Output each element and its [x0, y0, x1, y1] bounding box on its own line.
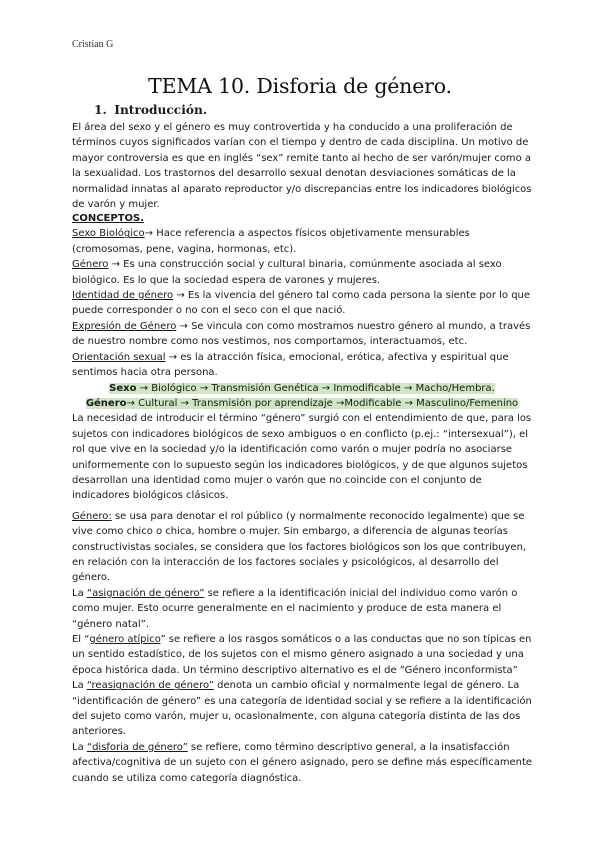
text-line: desarrollan una identidad como mujer o varón que no coincide con el conjunto de [72, 474, 482, 486]
text-line: género. [72, 572, 111, 584]
def-text: ” se refiere a los rasgos somáticos o a las conductas que no son típicas en [160, 634, 532, 645]
concept-text: → Hace referencia a aspectos físicos objetivamente mensurables [144, 228, 470, 240]
text-line: rol que vive en la sociedad y/o la identificación como varón o mujer podría no asociarse [72, 444, 513, 456]
text-line: La necesidad de introducir el término “género” surgió con el entendimiento de que, para los [72, 413, 532, 425]
concept-text: sentimos hacia otra persona. [72, 367, 218, 379]
text-line: afectiva/cognitiva de un sujeto con el género asignado, pero se define más específicamente [72, 757, 532, 769]
def-text: se usa para denotar el rol público (y normalmente reconocido legalmente) que se [111, 510, 525, 522]
page-title: TEMA 10. Disforia de género. [148, 74, 452, 98]
concept-text: → Es la vivencia del género tal como cada persona la siente por lo que [173, 290, 531, 302]
document-body [72, 120, 532, 786]
paragraph-reasignacion [72, 678, 532, 740]
concept-text: → es la atracción física, emocional, erótica, afectiva y espiritual que [165, 351, 509, 363]
summary-genero-label: Género [85, 397, 127, 409]
text-line: en relación con la interacción de los factores sociales y psicológicos, al desarrollo del [72, 556, 499, 568]
text-line: constructivistas sociales, se considera que los factores biológicos son los que contribuyen, [72, 541, 527, 553]
summary-sexo-label: Sexo [109, 382, 137, 394]
intro-line: normalidad innatas al aparato reproductor y/o discrepancias entre los indicadores biológicos [72, 183, 532, 195]
summary-block [72, 381, 532, 412]
text-line: anteriores. [72, 726, 126, 738]
def-term: “asignación de género” [86, 587, 205, 599]
concept-text: (cromosomas, pene, vagina, hormonas, etc). [72, 243, 297, 255]
def-text: se refiere, como término descriptivo general, a la insatisfacción [187, 741, 510, 753]
concept-text: biológico. Es lo que la sociedad espera de varones y mujeres. [72, 274, 381, 286]
def-text: se refiere a la identificación inicial del individuo como varón o [204, 587, 518, 599]
paragraph-disforia [72, 740, 532, 786]
concept-term: Expresión de Género [72, 320, 177, 332]
section-heading [94, 103, 207, 117]
concept-term: Género [72, 259, 109, 271]
text-line: época histórica dada. Un término descriptivo alternativo es el de “Género inconformista” [72, 664, 518, 676]
concept-text: puede corresponder o no con el seco con el que nació. [72, 305, 346, 317]
summary-genero-text: → Cultural → Transmisión por aprendizaje →Modificable → Masculino/Femenino [126, 397, 519, 409]
text-line: “género natal”. [72, 618, 150, 630]
concept-orientacion [72, 350, 532, 381]
concept-genero [72, 257, 532, 288]
def-term: Género: [72, 510, 112, 522]
concept-expresion [72, 319, 532, 350]
text-line: cuando se utiliza como categoría diagnóstica. [72, 772, 302, 784]
summary-sexo [109, 383, 495, 394]
paragraph-atipico [72, 632, 532, 678]
paragraph-necesidad [72, 411, 532, 503]
text-line: un sentido estadístico, de los sujetos con el mismo género asignado a una sociedad y una [72, 649, 524, 661]
intro-line: mayor controversia es que en inglés “sex” remite tanto al hecho de ser varón/mujer como a [72, 152, 531, 164]
text-line: como mujer. Esto ocurre generalmente en el nacimiento y produce de esta manera el [72, 603, 502, 615]
text-line: vive como chico o chica, hombre o mujer. Sin embargo, a diferencia de algunas teorías [72, 526, 508, 538]
text-line: uniformemente con lo supuesto según los indicadores biológicos, y de que algunos sujetos [72, 459, 528, 471]
intro-line: de varón y mujer. [72, 199, 160, 211]
def-prefix: La [72, 587, 87, 599]
paragraph-asignacion [72, 586, 532, 632]
section-title: Introducción. [114, 103, 208, 117]
concept-term: Sexo Biológico [72, 228, 145, 240]
intro-line: El área del sexo y el género es muy controvertida y ha conducido a una proliferación de [72, 122, 513, 133]
concept-term: Orientación sexual [72, 351, 166, 363]
concept-term: Identidad de género [72, 290, 174, 302]
intro-line: términos cuyos significados varían con el tiempo y dentro de cada disciplina. Un motivo de [72, 137, 529, 149]
author-name: Cristian G [72, 39, 114, 50]
concept-identidad [72, 288, 532, 319]
section-number: 1. [94, 103, 107, 117]
def-text: denota un cambio oficial y normalmente legal de género. La [213, 680, 520, 692]
concept-text: → Se vincula con como mostramos nuestro género al mundo, a través [176, 320, 531, 332]
conceptos-heading: CONCEPTOS. [72, 213, 145, 225]
intro-line: la sexualidad. Los trastornos del desarrollo sexual denotan desviaciones somáticas de la [72, 168, 516, 180]
concept-text: de nuestro nombre como nos vestimos, nos comportamos, interactuamos, etc. [72, 336, 468, 348]
text-line: indicadores biológicos clásicos. [72, 490, 229, 502]
concept-text: → Es una construcción social y cultural binaria, comúnmente asociada al sexo [108, 259, 502, 271]
paragraph-genero [72, 509, 532, 586]
def-term: “reasignación de género” [86, 680, 214, 692]
summary-sexo-text: → Biológico → Transmisión Genética → Inmodificable → Macho/Hembra. [136, 382, 495, 394]
text-line: “identificación de género” es una categoría de identidad social y se refiere a la identificación [72, 695, 532, 707]
def-term: género atípico [89, 634, 161, 645]
def-prefix: La [72, 741, 87, 753]
intro-paragraph [72, 120, 532, 212]
text-line: sujetos con indicadores biológicos de sexo ambiguos o en conflicto (p.ej.: “intersexual”), el [72, 428, 529, 440]
def-term: “disforia de género” [86, 741, 188, 753]
concept-sexo-biologico [72, 226, 532, 257]
def-prefix: El “ [72, 634, 90, 645]
summary-genero [86, 398, 518, 409]
text-line: del sujeto como varón, mujer u, ocasionalmente, con alguna categoría distinta de las dos [72, 711, 521, 723]
def-prefix: La [72, 680, 87, 692]
